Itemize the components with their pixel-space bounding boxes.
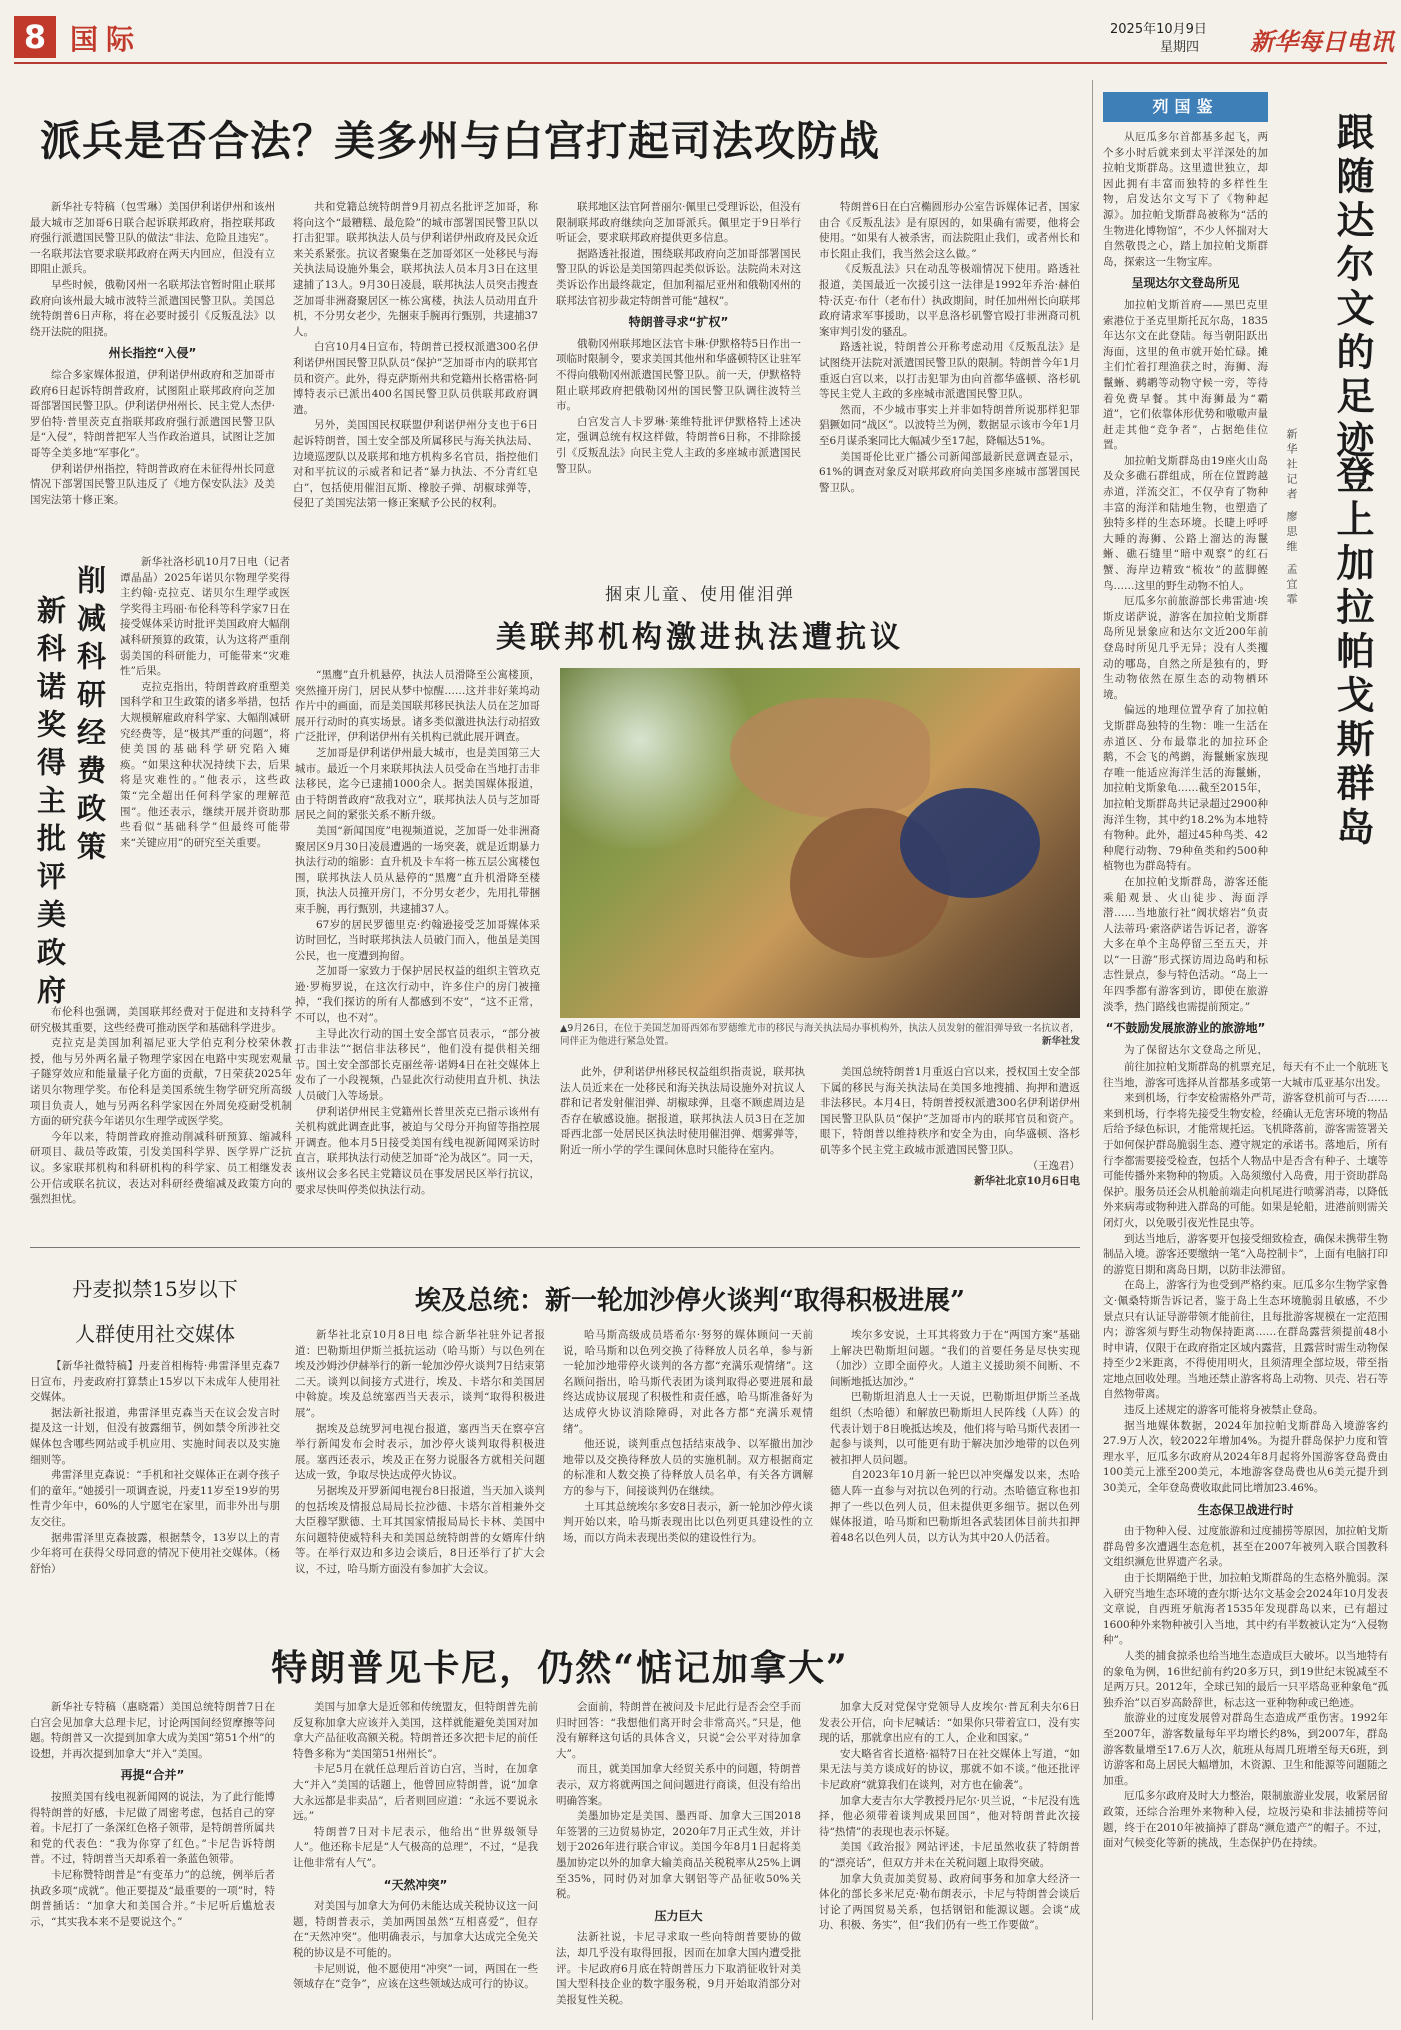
- trump-carney-headline: 特朗普见卡尼，仍然“惦记加拿大”: [271, 1647, 849, 1689]
- photo-caption: ▲9月26日，在位于美国芝加哥西郊布罗德维尤市的移民与海关执法局办事机构外，执法人员发射的催泪弹导致一名抗议者，同伴正为他进行紧急处置。 新华社发: [560, 1023, 1080, 1047]
- column-byline: 新华社记者 廖思维 孟宜霏: [1285, 428, 1298, 608]
- photo-credit: 新华社发: [1041, 1036, 1080, 1047]
- column-body-lower: 前往加拉帕戈斯群岛的机票充足，每天有不止一个航班飞往当地，游客可选择从首都基多或第一大城市瓜亚基尔出发。 来到机场，行李安检需格外严苛，游客登机前可与否……来到机场，行李将先接受生物安检，经确认无危害环境的物品后给予绿色标识，才能常规托运。飞机降落前，游客需签署关于如何保护群岛脆弱生态、遵守规定的承诺书。落地后，所有行李都需要接受检查，包括个人物品中是否含有种子、土壤等可能传播外来物种的物质。入岛须缴付入岛费，用于资助群岛保护。服务员还会从机舱前端走向机尾进行喷雾消毒，以降低外来病毒或物种进入群岛的可能。如果是轮船，进港前则需关闭灯火，以免吸引夜光性昆虫等。 到达当地后，游客要开包接受细致检查，确保未携带生物制品入境。游客还要缴纳一笔“入岛控制卡”，上面有电脑打印的游览日期和离岛日期，以防非法滞留。 在岛上，游客行为也受到严格约束。厄瓜多尔生物学家鲁文·佩桑特斯告诉记者，鉴于岛上生态环境脆弱且敏感，不少景点只有认证导游带领才能前往，且每批游客规模在一定范围内；游客须与野生动物保持距离……在群岛露营须提前48小时申请，仅限于在政府指定区域内露营，且露营时需生动物保持至少2米距离，不得使用明火，且须清理全部垃圾，带至指定地点回收处理。当地还禁止游客将岛上动物、贝壳、岩石等自然物带离。 违反上述规定的游客可能将身被禁止登岛。 据当地媒体数据，2024年加拉帕戈斯群岛入境游客约27.9万人次，较2022年增加4%。为提升群岛保护力度和管理水平，厄瓜多尔政府从2024年8月起将外国游客登岛费由100美元上涨至200美元，本地游客登岛费也从6美元提升到30美元，全年登岛费收取此同比增加23.46%。 生态保卫战进行时 由于物种入侵、过度旅游和过度捕捞等原因，加拉帕戈斯群岛曾多次遭遇生态危机，甚至在2007年被列入联合国教科文组织濒危世界遗产名录。 由于长期隔绝于世，加拉帕戈斯群岛的生态格外脆弱。深入研究当地生态环境的查尔斯·达尔文基金会2024年10月发表文章说，自西班牙航海者1535年发现群岛以来，已有超过1600种外来物种被引入当地，其中约有半数被认定为“入侵物种”。 人类的捕食掠杀也给当地生态造成巨大破坏。以当地特有的象龟为例，16世纪前有约20多万只，到19世纪末锐减至不足两万只。2012年，全球已知的最后一只平塔岛亚种象龟“孤独乔治”以百岁高龄辞世，标志这一亚种物种或已绝迹。 旅游业的过度发展曾对群岛生态造成严重伤害。1992年至2007年，游客数量每年平均增长约8%，到2007年，群岛游客数量增至17.6万人次，航班从每周几班增至每天6班，到访游客和岛上居民大幅增加，木资源、卫生和能源等问题随之加重。 厄瓜多尔政府及时大力整治，限制旅游业发展，收紧居留政策，还综合治理外来物种入侵，垃圾污染和非法捕捞等问题，终于在2010年被摘掉了群岛“濒危遗产”的帽子。不过，面对气候变化等新的挑战，生态保护仍在持续。: [1103, 1061, 1388, 1850]
- column-subhead-3: 生态保卫战进行时: [1197, 1502, 1294, 1517]
- police-col-1: “黑鹰”直升机悬停，执法人员滑降至公寓楼顶，突然撞开房门，居民从梦中惊醒……这并非好莱坞动作片中的画面，而是美国联邦移民执法人员在芝加哥展开行动时的真实场景。诸多类似激进执法行动招致广泛批评，伊利诺伊州有关机构已就此展开调查。 芝加哥是伊利诺伊州最大城市，也是美国第三大城市。最近一个月来联邦执法人员受命在当地打击非法移民，迄今已逮捕1000余人。据美国媒体报道，由于特朗普政府“敌我对立”，联邦执法人员与芝加哥居民之间的紧张关系不断升级。 美国“新闻国度”电视频道说，芝加哥一处非洲裔聚居区9月30日凌晨遭遇的一场突袭，就是近期暴力执法行动的缩影：直升机及卡车将一栋五层公寓楼包围，联邦执法人员从悬停的“黑鹰”直升机滑降至楼顶，执法人员撞开房门，不分男女老少，先用扎带捆束手腕，再行甄别，共逮捕37人。 67岁的居民罗德里克·约翰逊接受芝加哥媒体采访时回忆，当时联邦执法人员破门而入，他虽是美国公民，也一度遭到拘留。 芝加哥一家致力于保护居民权益的组织主管玖克逊·罗梅罗说，在这次行动中，许多住户的房门被撞掉，“我们探访的所有人都感到不安”，“这不正常，不可以，也不对”。 主导此次行动的国土安全部官员表示，“部分被打击非法”“据信非法移民”，他们没有提供相关细节。国土安全部部长克丽丝蒂·诺姆4日在社交媒体上发布了一小段视频，凸显此次行动使用直升机、执法人员破门入等场景。 伊利诺伊州民主党籍州长普里茨克已指示该州有关机构就此调查此事，被迫与父母分开拘留等指控展开调查。他本月5日接受美国有线电视新闻网采访时直言，联邦执法行动使芝加哥“沦为战区”。同一天，该州议会多名民主党籍议员在事发居民区举行抗议，要求尽快叫停类似执法行动。: [295, 669, 540, 1196]
- nobel-body-side: 新华社洛杉矶10月7日电（记者谭晶晶）2025年诺贝尔物理学奖得主约翰·克拉克、诺贝尔生理学或医学奖得主玛丽·布伦科等科学家7日在接受媒体采访时批评美国政府大幅削减科研预算的政策，认为这将严重削弱美国的科研能力，可能带来“灾难性”后果。 克拉克指出，特朗普政府重塑美国科学和卫生政策的诸多举措，包括大规模解雇政府科学家、大幅削减研究经费等，是“极其严重的问题”，将使美国的基础科学研究陷入瘫痪。“如果这种状况持续下去，后果将是灾难性的。”他表示，这些政策“完全超出任何科学家的理解范围”。他还表示，继续开展并资助那些看似“基础科学”但最终可能带来“关键应用”的研究至关重要。: [120, 556, 290, 849]
- lead-col-1: 新华社专特稿（包雪琳）美国伊利诺伊州和该州最大城市芝加哥6日联合起诉联邦政府，指控联邦政府强行派遣国民警卫队的做法“非法、危险且违宪”。一名联邦法官要求联邦政府在两天内回应，但没有立即阻止派兵。 早些时候，俄勒冈州一名联邦法官暂时阻止联邦政府向该州最大城市波特兰派遣国民警卫队。美国总统特朗普6日声称，将在必要时援引《反叛乱法》以绕开法院的阻挠。 州长指控“入侵” 综合多家媒体报道，伊利诺伊州政府和芝加哥市政府6日起诉特朗普政府，试图阻止联邦政府向芝加哥部署国民警卫队。伊利诺伊州州长、民主党人杰伊·罗伯特·普里茨克直指联邦政府强行派遣国民警卫队是“入侵”，特朗普把军人当作政治道具，试图让芝加哥等全美多地“军事化”。 伊利诺伊州指控，特朗普政府在未征得州长同意情况下部署国民警卫队违反了《地方保安队法》及美国宪法第十修正案。: [30, 201, 275, 506]
- denmark-story: [30, 1265, 280, 1620]
- lead-headline: 派兵是否合法？美多州与白宫打起司法攻防战: [40, 117, 880, 165]
- police-col-2: 此外，伊利诺伊州移民权益组织指责说，联邦执法人员近来在一处移民和海关执法局设施外对抗议人群和记者发射催泪弹、胡椒球弹，且毫不顾虑周边是否存在敏感设施。据报道，联邦执法人员3日在芝加哥西北部一处居民区执法时使用催泪弹、烟雾弹等，附近一所小学的学生课间休息时只能待在室内。: [560, 1066, 805, 1156]
- denmark-headline-line-2: 人群使用社交媒体: [75, 1322, 235, 1346]
- column-subhead-1: 呈现达尔文登岛所见: [1131, 276, 1240, 291]
- denmark-headline-line-1: 丹麦拟禁15岁以下: [72, 1277, 238, 1301]
- lead-story: [30, 200, 1080, 540]
- column-tag: 列国鉴: [1103, 92, 1268, 122]
- police-kicker: 捆束儿童、使用催泪弹: [605, 585, 795, 605]
- issue-date: 2025年10月9日: [1110, 22, 1207, 37]
- trump-col-2: 美国与加拿大是近邻和传统盟友，但特朗普先前反复称加拿大应该并入美国，这样就能避免美国对加拿大产品征收高额关税。特朗普还多次把卡尼的前任特鲁多称为“美国第51州州长”。 卡尼5月在就任总理后首访白宫，当时，在加拿大“并入”美国的话题上，他曾回应特朗普，说“加拿大永远都是非卖品”，后者则回应道：“永远不要说永远。” 特朗普7日对卡尼表示，他给出“世界级领导人”。他还称卡尼是“人气极高的总理”，不过，“是我让他非常有人气”。 “天然冲突” 对美国与加拿大为何仍未能达成关税协议这一问题，特朗普表示，美加两国虽然“互相喜爱”，但存在“天然冲突”。他明确表示，与加拿大达成完全免关税的协议是不可能的。 卡尼则说，他不愿使用“冲突”一词，两国在一些领域存在“竞争”，应该在这些领域达成可行的协议。: [293, 1701, 538, 1991]
- nobel-headline-left: 新科诺奖得主批评美政府: [33, 595, 67, 1013]
- lead-subhead-2: 特朗普寻求“扩权”: [628, 315, 729, 330]
- page-number-badge: 8: [14, 16, 56, 58]
- section-name: 国际: [70, 23, 143, 56]
- gaza-col-1: 新华社北京10月8日电 综合新华社驻外记者报道：巴勒斯坦伊斯兰抵抗运动（哈马斯）与以色列在埃及沙姆沙伊赫举行的新一轮加沙停火谈判7日结束第二天。谈判以间接方式进行，埃及、卡塔尔和美国居中斡旋。埃及总统塞西当天表示，谈判“取得积极进展”。 据埃及总统罗河电视台报道，塞西当天在察亭宫举行新闻发布会时表示，加沙停火谈判取得积极进展。塞西还表示，埃及正在努力说服各方就相关问题达成一致，争取尽快达成停火协议。 另据埃及开罗新闻电视台8日报道，当天加入谈判的包括埃及情报总局局长拉沙德、卡塔尔首相兼外交大臣穆罕默德、土耳其国家情报局局长卡林、美国中东问题特使威特科夫和美国总统特朗普的女婿库什纳等。在举行双边和多边会谈后，8日还举行了扩大会议，不过，哈马斯方面没有参加扩大会议。: [295, 1329, 545, 1575]
- photo-hand-shape: [730, 698, 930, 818]
- lead-col-3: 联邦地区法官阿普丽尔·佩里已受理诉讼，但没有限制联邦政府继续向芝加哥派兵。佩里定于9日举行听证会，要求联邦政府提供更多信息。 据路透社报道，围绕联邦政府向芝加哥部署国民警卫队的诉讼是美国第四起类似诉讼。法院尚未对这类诉讼作出最终裁定，但加利福尼亚州和俄勒冈州的联邦法官初步裁定特朗普可能“越权”。 特朗普寻求“扩权” 俄勒冈州联邦地区法官卡琳·伊默格特5日作出一项临时限制令，要求美国其他州和华盛顿特区让驻军不得向俄勒冈州派遣国民警卫队。前一天，伊默格特阻止联邦政府把俄勒冈州的国民警卫队调往波特兰市。 白宫发言人卡罗琳·莱维特批评伊默格特上述决定，强调总统有权这样做，特朗普6日称，不排除援引《反叛乱法》向民主党人主政的多座城市派遣国民警卫队。: [556, 201, 801, 475]
- column-headline-b: 登上加拉帕戈斯群岛: [1330, 455, 1375, 851]
- gaza-headline: 埃及总统：新一轮加沙停火谈判“取得积极进展”: [415, 1286, 965, 1316]
- police-col-3: 美国总统特朗普1月重返白宫以来，授权国土安全部下属的移民与海关执法局在美国多地搜捕、拘押和遣返非法移民。本月4日，特朗普授权派遣300名伊利诺伊州国民警卫队队员“保护”芝加哥市内的联邦官员和资产。眼下，特朗普以维持秩序和安全为由，向华盛顿、洛杉矶等多个民主党主政城市派遣国民警卫队。 （王逸君） 新华社北京10月6日电: [820, 1065, 1080, 1233]
- column-headline-a: 跟随达尔文的足迹: [1330, 112, 1375, 464]
- masthead: [0, 0, 1401, 64]
- right-column-divider: [1092, 80, 1093, 2020]
- newspaper-logo: 新华每日电讯: [1250, 27, 1394, 56]
- trump-subhead-3: 压力巨大: [654, 1908, 703, 1923]
- section-divider: [30, 1247, 1080, 1248]
- nobel-body-main: 布伦科也强调，美国联邦经费对于促进和支持科学研究极其重要，这些经费可推动医学和基础科学进步。 克拉克是美国加利福尼亚大学伯克利分校荣休教授，他与另外两名量子物理学家因在电路中实现宏观量子隧穿效应和能量量子化方面的贡献，7日荣获2025年诺贝尔物理学奖。布伦科是美国系统生物学研究所高级项目负责人，她与另两名科学家因在外周免疫耐受机制方面的研究获今年诺贝尔生理学或医学奖。 今年以来，特朗普政府推动削减科研预算、缩减科研项目、裁员等政策，引发美国科学界、医学界广泛抗议。多家联邦机构和科研机构的科学家、员工相继发表公开信或联名抗议，表达对科研经费缩减及政策方向的强烈担忧。: [30, 1006, 292, 1206]
- lead-subhead-1: 州长指控“入侵”: [108, 346, 197, 361]
- nobel-headline-right: 削减科研经费政策: [73, 565, 107, 869]
- column-subhead-2: “不鼓励发展旅游业的旅游地”: [1105, 1021, 1266, 1036]
- column-body-upper: 从厄瓜多尔首都基多起飞，两个多小时后就来到太平洋深处的加拉帕戈斯群岛。这里遗世独立，却因此拥有丰富而独特的多样性生物，启发达尔文写下了《物种起源》。加拉帕戈斯群岛被称为“活的生物进化博物馆”，不少人怀揣对大自然敬畏之心，踏上加拉帕戈斯群岛，探索这一生物宝库。 呈现达尔文登岛所见 加拉帕戈斯首府——黑巴克里索港位于圣克里斯托瓦尔岛，1835年达尔文在此登陆。每当朝阳跃出海面，这里的鱼市就开始忙碌。摊主们忙着打理渔获之时，海狮、海鬣蜥、鹈鹕等动物守候一旁，等待着免费早餐。其中海狮最为“霸道”，它们依靠体形优势和嗷嗷声量赶走其他“竞争者”，占据绝佳位置。 加拉帕戈斯群岛由19座火山岛及众多礁石群组成，所在位置跨越赤道，洋流交汇，不仅孕育了物种丰富的海洋和陆地生物，也塑造了独特多样的生态环境。长睫上呼呼大睡的海狮、公路上溜达的海鬣蜥、礁石缝里“暗中观察”的红石蟹、海岸边精致“梳妆”的蓝脚鲣鸟……这里的野生动物不怕人。 厄瓜多尔前旅游部长弗雷迪·埃斯皮诺萨说，游客在加拉帕戈斯群岛所见景象应和达尔文近200年前登岛时所见几乎无异；没有人类攫动的哪岛，自然之所是独有的，野生动物依然在原生态的动物栖环境。 偏远的地理位置孕育了加拉帕戈斯群岛独特的生物：唯一生活在赤道区、分布最靠北的加拉环企鹅，不会飞的鸬鹚，海鬣蜥家族现存唯一能适应海洋生活的海鬣蜥，加拉帕戈斯象龟……截至2015年，加拉帕戈斯群岛共记录超过2900种海洋生物，其中约18.2%为本地特有物种。此外，超过45种鸟类、42种爬行动物、79种鱼类和约500种植物也为群岛特有。 在加拉帕戈斯群岛，游客还能乘船观景、火山徒步、海面浮潜……当地旅行社“阀状熔岩”负责人法蒂玛·索洛萨诺告诉记者，游客大多在单个主岛停留三至五天，并以“一日游”形式探访周边岛屿和标志性景点，参与特色活动。“岛上一年四季都有游客到访，即使在旅游淡季，热门路线也需提前预定。” “不鼓励发展旅游业的旅游地” 为了保留达尔文登岛之所见，: [1103, 131, 1268, 1055]
- lead-col-2: 共和党籍总统特朗普9月初点名批评芝加哥，称将向这个“最糟糕、最危险”的城市部署国民警卫队以打击犯罪。联邦执法人员与伊利诺伊州政府及民众近来关系紧张。抗议者聚集在芝加哥郊区一处移民与海关执法局设施外集会，联邦执法人员本月3日在这里逮捕了13人。9月30日凌晨，联邦执法人员突击搜查芝加哥非洲裔聚居区一栋公寓楼，执法人员动用直升机，不分男女老少，先捆束手腕再行甄别，共逮捕37人。 白宫10月4日宣布，特朗普已授权派遣300名伊利诺伊州国民警卫队队员“保护”芝加哥市内的联邦官员和资产。此外，得克萨斯州共和党籍州长格雷格·阿博特表示已派出400名国民警卫队员供联邦政府调遣。 另外，美国国民权联盟伊利诺伊州分支也于6日起诉特朗普，国土安全部及所属移民与海关执法局、边境巡逻队以及联邦和地方机构多名官员，指控他们对和平抗议的示威者和记者“暴力执法、不分青红皂白”，包括使用催泪瓦斯、橡胶子弹、胡椒球弹等，侵犯了美国宪法第一修正案赋予公民的权利。: [293, 201, 538, 510]
- protest-photo: [560, 668, 1080, 1018]
- police-dateline: 新华社北京10月6日电: [974, 1175, 1080, 1188]
- police-headline: 美联邦机构激进执法遭抗议: [496, 620, 904, 655]
- gaza-col-2: 哈马斯高级成员塔希尔·努努的媒体顾问一天前说，哈马斯和以色列交换了待释放人员名单，参与新一轮加沙地带停火谈判的各方都“充满乐观情绪”。这名顾问指出，哈马斯代表团为谈判取得必要进展和最终达成协议展现了积极性和责任感，哈马斯准备好为达成停火协议消除障碍，对此各方都“充满乐观情绪”。 他还说，谈判重点包括结束战争、以军撤出加沙地带以及交换待释放人员的实施机制。双方根据商定的标准和人数交换了待释放人员名单，有关各方调解方的参与下，间接谈判仍在继续。 土耳其总统埃尔多安8日表示，新一轮加沙停火谈判开始以来，哈马斯表现出比以色列更具建设性的立场，而以方尚未表现出类似的建设性行为。: [563, 1329, 813, 1544]
- issue-weekday: 星期四: [1160, 40, 1200, 55]
- trump-col-3: 会面前，特朗普在被问及卡尼此行是否会空手而归时回答：“我想他们离开时会非常高兴。”只是，他没有解释这句话的具体含义，只说“会公平对待加拿大”。 而且，就美国加拿大经贸关系中的问题，特朗普表示，双方将就两国之间问题进行商谈，但没有给出明确答案。 美墨加协定是美国、墨西哥、加拿大三国2018年签署的三边贸易协定，2020年7月正式生效，并计划于2026年进行联合审议。美国今年8月1日起将美墨加协定以外的加拿大输美商品关税税率从25%上调至35%，同时仍对加拿大钢铝等产品征收50%关税。 压力巨大 法新社说，卡尼寻求取一些向特朗普要协的做法，却几乎没有取得回报，因而在加拿大国内遭受批评。卡尼政府6月底在特朗普压力下取消征收针对美国大型科技企业的数字服务税，9月开始取消部分对美报复性关税。: [556, 1701, 801, 2006]
- trump-col-4: 加拿大反对党保守党领导人皮埃尔·普瓦利夫尔6日发表公开信，向卡尼喊话：“如果你只带着宣口，没有实现的话，那就拿出应有的工人，企业和国家。” 安大略省省长道格·福特7日在社交媒体上写道，“如果无法与美方谈成好的协议，那就不如不谈。”他还批评卡尼政府“就算我们在谈判，对方也在偷袭”。 加拿大麦吉尔大学教授丹尼尔·贝兰说，“卡尼没有选择，他必须带着谈判成果回国”，他对特朗普此次接待“热情”的表现也表示怀疑。 美国《政治报》网站评述，卡尼虽然收获了特朗普的“漂亮话”，但双方并未在关税问题上取得突破。 加拿大负责加美贸易、政府间事务和加拿大经济一体化的部长多米尼克·勒布朗表示，卡尼与特朗普会谈后讨论了两国贸易关系，包括钢铝和能源议题。会谈“成功、积极、务实”，但“我们仍有一些工作要做”。: [819, 1701, 1080, 1932]
- lead-col-4: 特朗普6日在白宫椭圆形办公室告诉媒体记者，国家由合《反叛乱法》是有原因的，如果确有需要，他将会使用。“如果有人被杀害，而法院阻止我们，或者州长和市长阻止我们，我当然会这么做。” 《反叛乱法》只在动乱等极端情况下使用。路透社报道，美国最近一次援引这一法律是1992年乔治·赫伯特·沃克·布什（老布什）执政期间，时任加州州长向联邦政府请求军事援助，以平息洛杉矶警官殴打非洲裔司机案审判引发的骚乱。 路透社说，特朗普公开称考虑动用《反叛乱法》是试图绕开法院对派遣国民警卫队的限制。特朗普今年1月重返白宫以来，以打击犯罪为由向首都华盛顿、洛杉矶等民主党人主政的多座城市派遣国民警卫队。 然而，不少城市事实上并非如特朗普所说那样犯罪猖獗如同“战区”。以波特兰为例，数据显示该市今年1月至6月谋杀案同比大幅减少至17起，降幅达51%。 美国哥伦比亚广播公司新闻部最新民意调查显示，61%的调查对象反对联邦政府向美国多座城市部署国民警卫队。: [819, 201, 1080, 494]
- trump-subhead-2: “天然冲突”: [383, 1877, 448, 1892]
- trump-col-1: 新华社专特稿（惠晓霜）美国总统特朗普7日在白宫会见加拿大总理卡尼，讨论两国间经贸摩擦等问题。特朗普又一次提到加拿大成为美国“第51个州”的设想，并再次提到加拿大“并入”美国。 再提“合并” 按照美国有线电视新闻网的说法，为了此行能博得特朗普的好感，卡尼做了周密考虑，包括自己的穿着。卡尼打了一条深红色格子领带，是特朗普所属共和党的代表色：“我为你穿了红色。”卡尼告诉特朗普。不过，特朗普当天却系着一条蓝色领带。 卡尼称赞特朗普是“有变革力”的总统，例举后者执政多项“成就”。他正要提及“最重要的一项”时，特朗普插话：“加拿大和美国合并。”卡尼听后尴尬表示，“其实我本来不是要说这个。”: [30, 1701, 275, 1928]
- denmark-body: 【新华社微特稿】丹麦首相梅特·弗雷泽里克森7日宣布，丹麦政府打算禁止15岁以下未成年人使用社交媒体。 据法新社报道，弗雷泽里克森当天在议会发言时提及这一计划，但没有披露细节，例如禁令所涉社交媒体包含哪些网站或手机应用、实施时间表以及实施细则等。 弗雷泽里克森说：“手机和社交媒体正在剥夺孩子们的童年。”她援引一项调查说，丹麦11岁至19岁的男性青少年中，60%的人宁愿宅在家里，而非外出与朋友交往。 据弗雷泽里克森披露，根据禁令，13岁以上的青少年将可在获得父母同意的情况下使用社交媒体。（杨舒怡）: [30, 1360, 280, 1575]
- police-byline: （王逸君）: [1027, 1159, 1080, 1172]
- gaza-col-3: 埃尔多安说，土耳其将致力于在“两国方案”基础上解决巴勒斯坦问题。“我们的首要任务是尽快实现（加沙）立即全面停火。人道主义援助须不间断、不间断地抵达加沙。” 巴勒斯坦消息人士一天说，巴勒斯坦伊斯兰圣战组织（杰哈德）和解放巴勒斯坦人民阵线（人阵）的代表计划于8日晚抵达埃及，他们将与哈马斯代表团一起参与谈判，以可能更有助于解决加沙地带的以色列被扣押人员问题。 自2023年10月新一轮巴以冲突爆发以来，杰哈德人阵一直参与对抗以色列的行动。杰哈德宣称也扣押了一些以色列人员，但未提供更多细节。据以色列媒体报道，哈马斯和巴勒斯坦各武装团体目前共扣押着48名以色列人员，以方认为其中20人仍活着。: [830, 1329, 1080, 1544]
- photo-cap-shape: [900, 788, 1040, 898]
- masthead-rule: [14, 62, 1387, 64]
- trump-subhead-1: 再提“合并”: [120, 1768, 185, 1783]
